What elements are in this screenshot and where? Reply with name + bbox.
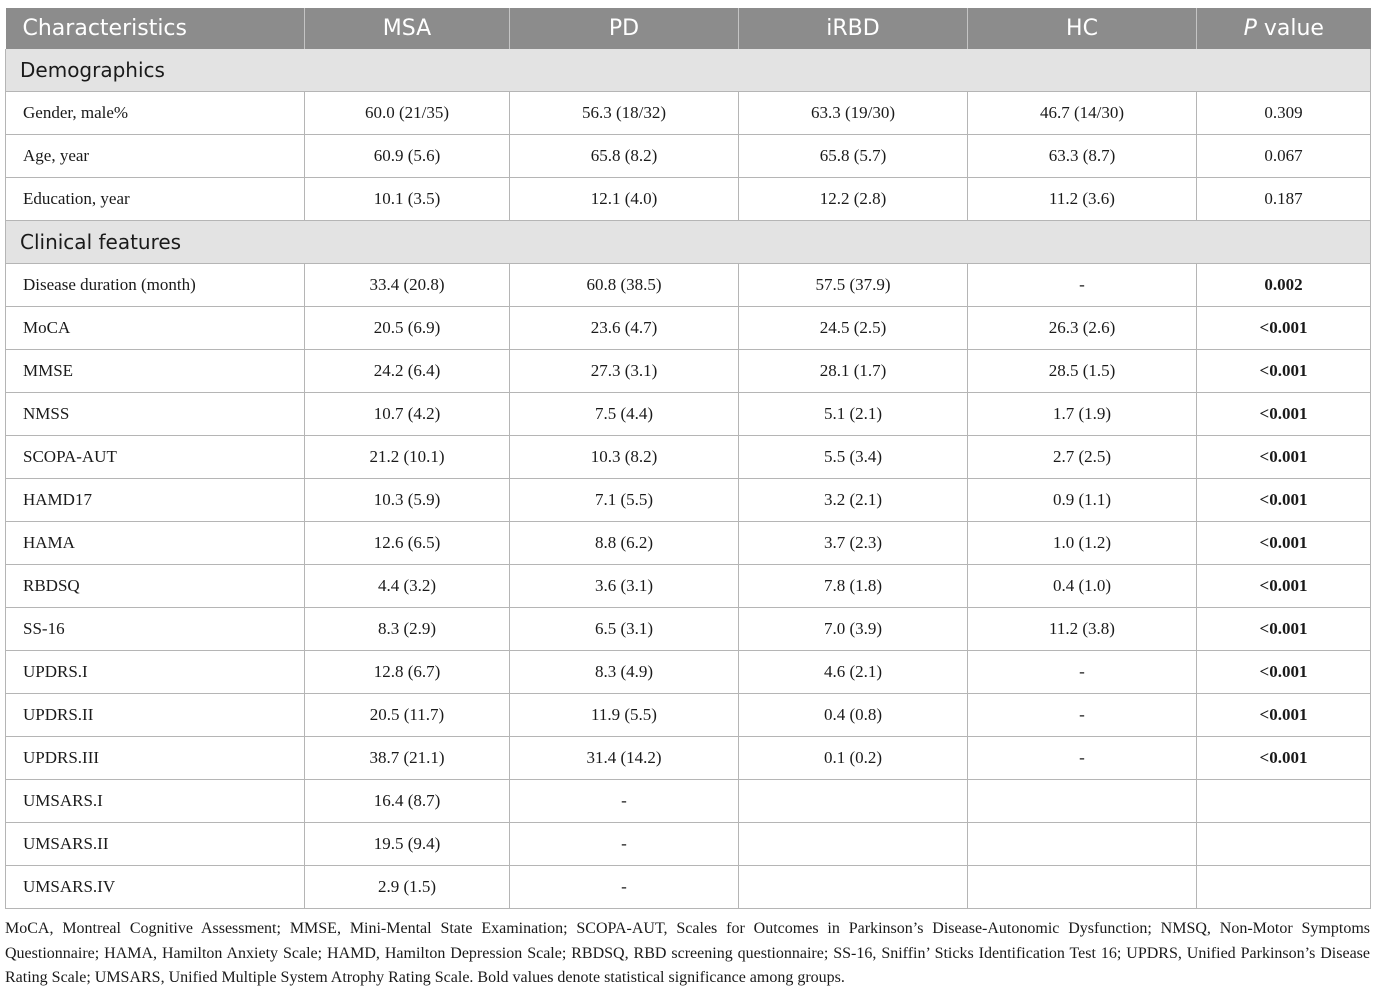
row-label: SCOPA-AUT: [6, 436, 305, 479]
cell-irbd: 5.5 (3.4): [739, 436, 968, 479]
header-pd: PD: [510, 8, 739, 49]
row-label: MoCA: [6, 307, 305, 350]
row-label: UPDRS.I: [6, 651, 305, 694]
cell-p-value: [1197, 823, 1371, 866]
cell-hc: 46.7 (14/30): [968, 92, 1197, 135]
cell-msa: 33.4 (20.8): [305, 264, 510, 307]
table-row: [6, 565, 1371, 608]
cell-msa: 10.3 (5.9): [305, 479, 510, 522]
row-label: HAMA: [6, 522, 305, 565]
cell-pd: 6.5 (3.1): [510, 608, 739, 651]
cell-pd: -: [510, 823, 739, 866]
cell-p-value: 0.187: [1197, 178, 1371, 221]
cell-pd: 23.6 (4.7): [510, 307, 739, 350]
cell-irbd: 0.1 (0.2): [739, 737, 968, 780]
table-row: [6, 178, 1371, 221]
cell-p-value: <0.001: [1197, 479, 1371, 522]
row-label: HAMD17: [6, 479, 305, 522]
cell-irbd: [739, 823, 968, 866]
cell-p-value: <0.001: [1197, 651, 1371, 694]
table-row: [6, 307, 1371, 350]
cell-msa: 10.1 (3.5): [305, 178, 510, 221]
cell-irbd: [739, 866, 968, 909]
cell-msa: 60.9 (5.6): [305, 135, 510, 178]
cell-p-value: [1197, 866, 1371, 909]
row-label: UMSARS.II: [6, 823, 305, 866]
cell-pd: 10.3 (8.2): [510, 436, 739, 479]
cell-msa: 20.5 (11.7): [305, 694, 510, 737]
table-row: [6, 350, 1371, 393]
table-row: [6, 823, 1371, 866]
cell-msa: 16.4 (8.7): [305, 780, 510, 823]
cell-p-value: 0.002: [1197, 264, 1371, 307]
header-p-letter: P: [1243, 16, 1257, 41]
row-label: MMSE: [6, 350, 305, 393]
cell-irbd: 0.4 (0.8): [739, 694, 968, 737]
cell-hc: 1.7 (1.9): [968, 393, 1197, 436]
cell-hc: 63.3 (8.7): [968, 135, 1197, 178]
table-row: [6, 522, 1371, 565]
cell-p-value: <0.001: [1197, 608, 1371, 651]
cell-msa: 10.7 (4.2): [305, 393, 510, 436]
cell-msa: 12.6 (6.5): [305, 522, 510, 565]
cell-irbd: 5.1 (2.1): [739, 393, 968, 436]
cell-hc: [968, 866, 1197, 909]
cell-p-value: <0.001: [1197, 350, 1371, 393]
cell-hc: -: [968, 651, 1197, 694]
row-label: UMSARS.IV: [6, 866, 305, 909]
cell-hc: -: [968, 737, 1197, 780]
cell-p-value: <0.001: [1197, 694, 1371, 737]
cell-msa: 12.8 (6.7): [305, 651, 510, 694]
cell-msa: 20.5 (6.9): [305, 307, 510, 350]
section-title: Clinical features: [6, 221, 1371, 264]
section-title: Demographics: [6, 49, 1371, 92]
cell-pd: 31.4 (14.2): [510, 737, 739, 780]
header-p-value: [1197, 8, 1371, 49]
table-row: [6, 651, 1371, 694]
row-label: Education, year: [6, 178, 305, 221]
cell-irbd: 28.1 (1.7): [739, 350, 968, 393]
cell-hc: 28.5 (1.5): [968, 350, 1197, 393]
row-label: Gender, male%: [6, 92, 305, 135]
row-label: Disease duration (month): [6, 264, 305, 307]
section-demographics: [6, 49, 1371, 92]
cell-msa: 38.7 (21.1): [305, 737, 510, 780]
cell-hc: [968, 823, 1197, 866]
cell-irbd: 63.3 (19/30): [739, 92, 968, 135]
cell-msa: 2.9 (1.5): [305, 866, 510, 909]
cell-pd: 60.8 (38.5): [510, 264, 739, 307]
row-label: SS-16: [6, 608, 305, 651]
cell-irbd: 57.5 (37.9): [739, 264, 968, 307]
cell-pd: 7.5 (4.4): [510, 393, 739, 436]
cell-pd: -: [510, 866, 739, 909]
cell-msa: 19.5 (9.4): [305, 823, 510, 866]
characteristics-table: [5, 8, 1371, 909]
header-msa: MSA: [305, 8, 510, 49]
cell-hc: 2.7 (2.5): [968, 436, 1197, 479]
cell-pd: 8.8 (6.2): [510, 522, 739, 565]
cell-msa: 4.4 (3.2): [305, 565, 510, 608]
header-irbd: iRBD: [739, 8, 968, 49]
cell-hc: 26.3 (2.6): [968, 307, 1197, 350]
cell-hc: 1.0 (1.2): [968, 522, 1197, 565]
cell-hc: 0.4 (1.0): [968, 565, 1197, 608]
row-label: UPDRS.III: [6, 737, 305, 780]
table-footnote: MoCA, Montreal Cognitive Assessment; MMSE, Mini-Mental State Examination; SCOPA-AUT, Scales for Outcomes in Parkinson’s Disease-Autonomic Dysfunction; NMSQ, Non-Motor Symptoms Questionnaire; HAMA, Hamilton Anxiety Scale; HAMD, Hamilton Depression Scale; RBDSQ, RBD screening questionnaire; SS-16, Sniffin’ Sticks Identification Test 16; UPDRS, Unified Parkinson’s Disease Rating Scale; UMSARS, Unified Multiple System Atrophy Rating Scale. Bold values denote statistical significance among groups.: [5, 920, 1370, 986]
row-label: RBDSQ: [6, 565, 305, 608]
table-row: [6, 436, 1371, 479]
header-p-suffix: value: [1256, 16, 1324, 41]
cell-p-value: [1197, 780, 1371, 823]
table-row: [6, 737, 1371, 780]
section-clinical-features: [6, 221, 1371, 264]
cell-irbd: 65.8 (5.7): [739, 135, 968, 178]
cell-hc: -: [968, 264, 1197, 307]
cell-irbd: [739, 780, 968, 823]
cell-irbd: 3.2 (2.1): [739, 479, 968, 522]
row-label: Age, year: [6, 135, 305, 178]
cell-p-value: 0.067: [1197, 135, 1371, 178]
cell-irbd: 4.6 (2.1): [739, 651, 968, 694]
cell-irbd: 7.8 (1.8): [739, 565, 968, 608]
table-row: [6, 694, 1371, 737]
cell-msa: 8.3 (2.9): [305, 608, 510, 651]
table-row: [6, 264, 1371, 307]
cell-p-value: 0.309: [1197, 92, 1371, 135]
cell-msa: 60.0 (21/35): [305, 92, 510, 135]
cell-pd: 65.8 (8.2): [510, 135, 739, 178]
table-row: [6, 479, 1371, 522]
cell-pd: 12.1 (4.0): [510, 178, 739, 221]
cell-p-value: <0.001: [1197, 307, 1371, 350]
cell-hc: -: [968, 694, 1197, 737]
header-hc: HC: [968, 8, 1197, 49]
cell-pd: 7.1 (5.5): [510, 479, 739, 522]
table-row: [6, 135, 1371, 178]
cell-hc: [968, 780, 1197, 823]
row-label: NMSS: [6, 393, 305, 436]
cell-p-value: <0.001: [1197, 522, 1371, 565]
cell-msa: 24.2 (6.4): [305, 350, 510, 393]
table-row: [6, 608, 1371, 651]
cell-pd: 3.6 (3.1): [510, 565, 739, 608]
table-row: [6, 866, 1371, 909]
cell-irbd: 7.0 (3.9): [739, 608, 968, 651]
table-header-row: [6, 8, 1371, 49]
cell-pd: 27.3 (3.1): [510, 350, 739, 393]
cell-msa: 21.2 (10.1): [305, 436, 510, 479]
cell-hc: 11.2 (3.6): [968, 178, 1197, 221]
cell-irbd: 3.7 (2.3): [739, 522, 968, 565]
table-container: [5, 8, 1370, 909]
header-characteristics: Characteristics: [6, 8, 305, 49]
table-row: [6, 393, 1371, 436]
row-label: UMSARS.I: [6, 780, 305, 823]
cell-pd: 8.3 (4.9): [510, 651, 739, 694]
table-row: [6, 780, 1371, 823]
cell-p-value: <0.001: [1197, 737, 1371, 780]
table-row: [6, 92, 1371, 135]
cell-p-value: <0.001: [1197, 565, 1371, 608]
cell-p-value: <0.001: [1197, 393, 1371, 436]
cell-pd: -: [510, 780, 739, 823]
cell-pd: 56.3 (18/32): [510, 92, 739, 135]
cell-p-value: <0.001: [1197, 436, 1371, 479]
cell-hc: 0.9 (1.1): [968, 479, 1197, 522]
cell-irbd: 12.2 (2.8): [739, 178, 968, 221]
cell-pd: 11.9 (5.5): [510, 694, 739, 737]
cell-irbd: 24.5 (2.5): [739, 307, 968, 350]
row-label: UPDRS.II: [6, 694, 305, 737]
cell-hc: 11.2 (3.8): [968, 608, 1197, 651]
